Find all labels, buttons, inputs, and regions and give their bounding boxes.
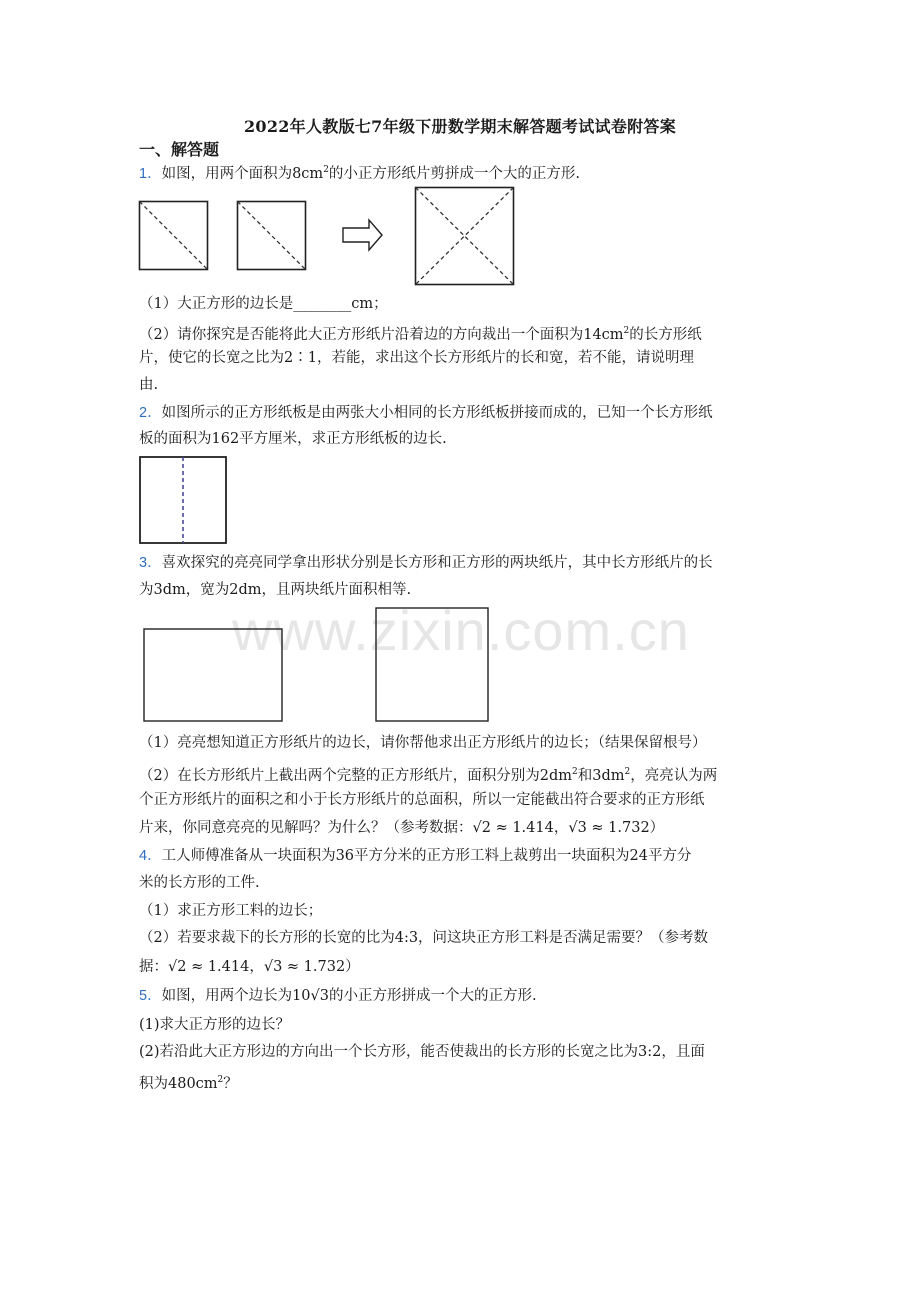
large-square [416, 188, 514, 285]
watermark: www.zixin.com.cn [232, 599, 690, 662]
q1-figure [138, 196, 523, 288]
q4-part1: （1）求正方形工料的边长； [139, 903, 323, 919]
q3-part2-line2: 个正方形纸片的面积之和小于长方形纸片的总面积，所以一定能截出符合要求的正方形纸 [139, 792, 705, 808]
square-paper [376, 608, 488, 721]
q4-line2: 米的长方形的工件. [139, 875, 260, 891]
q4-part2-line2: 据：√2 ≈ 1.414，√3 ≈ 1.732） [139, 959, 360, 975]
small-square-2 [238, 202, 306, 270]
section-heading: 一、解答题 [139, 140, 220, 159]
q3-part2-line1: （2）在长方形纸片上截出两个完整的正方形纸片，面积分别为$2dm^2$和$3dm^2$，亮亮认为两 [139, 767, 718, 784]
q3-figure [142, 606, 492, 724]
q3-line2: 为3dm，宽为2dm，且两块纸片面积相等. [139, 582, 412, 598]
q3-number: 3． [139, 555, 162, 571]
arrow-right-icon [343, 220, 382, 250]
q3-line1: 3．喜欢探究的亮亮同学拿出形状分别是长方形和正方形的两块纸片，其中长方形纸片的长 [139, 555, 713, 571]
page-title: 2022年人教版七7年级下册数学期末解答题考试试卷附答案 [243, 117, 677, 136]
q2-number: 2． [139, 405, 162, 421]
q3-part1: （1）亮亮想知道正方形纸片的边长，请你帮他求出正方形纸片的边长；（结果保留根号） [139, 735, 707, 751]
q4-part2-line1: （2）若要求裁下的长方形的长宽的比为4:3，问这块正方形工料是否满足需要？（参考数 [139, 930, 709, 946]
q5-line1: 5．如图，用两个边长为10√3的小正方形拼成一个大的正方形. [139, 988, 537, 1004]
small-square-1 [140, 202, 208, 270]
q1-part1: （1）大正方形的边长是________cm； [139, 296, 388, 312]
q2-line1: 2．如图所示的正方形纸板是由两张大小相同的长方形纸板拼接而成的，已知一个长方形纸 [139, 405, 713, 421]
q1-stem: 1．如图，用两个面积为$8cm^2$的小正方形纸片剪拼成一个大的正方形. [139, 165, 581, 182]
q1-part2-line2: 片，使它的长宽之比为2∶1，若能，求出这个长方形纸片的长和宽，若不能，请说明理 [139, 350, 694, 366]
q5-part2-line2: 积为$480cm^2$？ [139, 1075, 238, 1092]
q2-figure [139, 456, 229, 546]
q5-part2-line1: (2)若沿此大正方形边的方向出一个长方形，能否使裁出的长方形的长宽之比为3:2，且面 [139, 1044, 705, 1060]
q5-number: 5． [139, 988, 162, 1004]
q1-part2-line1: （2）请你探究是否能将此大正方形纸片沿着边的方向裁出一个面积为$14cm^2$的长方形纸 [139, 326, 702, 343]
rectangle-paper [144, 629, 282, 721]
q4-number: 4． [139, 848, 162, 864]
q1-number: 1． [139, 166, 162, 182]
q2-line2: 板的面积为162平方厘米，求正方形纸板的边长. [139, 431, 447, 447]
q5-part1: (1)求大正方形的边长？ [139, 1017, 291, 1033]
q4-line1: 4．工人师傅准备从一块面积为36平方分米的正方形工料上裁剪出一块面积为24平方分 [139, 848, 692, 864]
q3-part2-line3: 片来，你同意亮亮的见解吗？为什么？（参考数据：√2 ≈ 1.414，√3 ≈ 1.732） [139, 820, 665, 836]
q1-part2-line3: 由. [139, 377, 159, 393]
